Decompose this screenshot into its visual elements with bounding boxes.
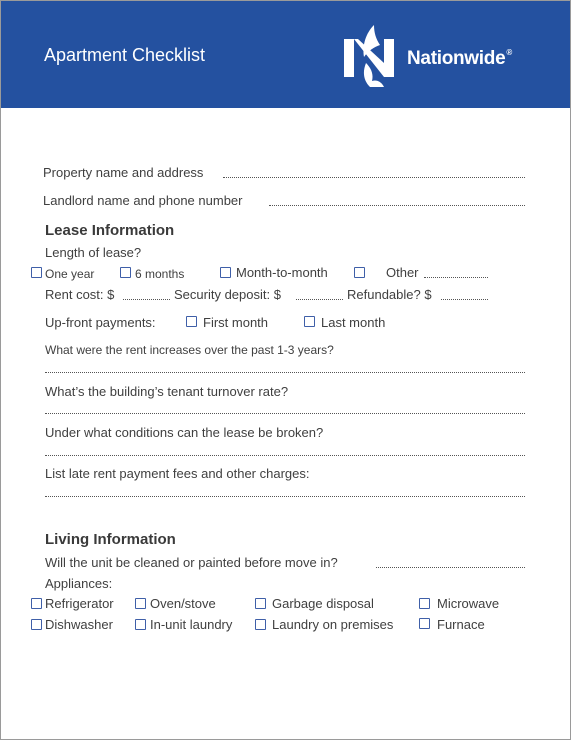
dishwasher-checkbox[interactable] bbox=[31, 619, 42, 630]
refrigerator-label: Refrigerator bbox=[45, 596, 114, 611]
property-address-field[interactable] bbox=[223, 177, 525, 178]
oven-stove-label: Oven/stove bbox=[150, 596, 216, 611]
refrigerator-checkbox[interactable] bbox=[31, 598, 42, 609]
landlord-field[interactable] bbox=[269, 205, 525, 206]
rent-increase-field[interactable] bbox=[45, 372, 525, 373]
lease-heading: Lease Information bbox=[45, 222, 175, 239]
furnace-label: Furnace bbox=[437, 617, 485, 632]
furnace-checkbox[interactable] bbox=[419, 618, 430, 629]
other-field[interactable] bbox=[424, 277, 488, 278]
other-label: Other bbox=[386, 265, 419, 280]
living-heading: Living Information bbox=[45, 531, 176, 548]
rent-increase-question: What were the rent increases over the past 1-3 years? bbox=[45, 343, 334, 357]
page-title: Apartment Checklist bbox=[44, 45, 206, 65]
laundry-on-premises-checkbox[interactable] bbox=[255, 619, 266, 630]
brand-name: Nationwide® bbox=[407, 48, 512, 69]
refundable-label: Refundable? $ bbox=[347, 287, 432, 302]
in-unit-laundry-label: In-unit laundry bbox=[150, 617, 233, 632]
oven-stove-checkbox[interactable] bbox=[135, 598, 146, 609]
rent-cost-label: Rent cost: $ bbox=[45, 287, 115, 302]
first-month-label: First month bbox=[203, 315, 269, 330]
six-months-label: 6 months bbox=[135, 267, 185, 281]
turnover-question: What’s the building’s tenant turnover rate? bbox=[45, 384, 289, 399]
microwave-checkbox[interactable] bbox=[419, 598, 430, 609]
dishwasher-label: Dishwasher bbox=[45, 617, 113, 632]
first-month-checkbox[interactable] bbox=[186, 316, 197, 327]
lease-broken-field[interactable] bbox=[45, 455, 525, 456]
garbage-disposal-checkbox[interactable] bbox=[255, 598, 266, 609]
laundry-on-premises-label: Laundry on premises bbox=[272, 617, 394, 632]
cleaned-field[interactable] bbox=[376, 567, 525, 568]
security-deposit-label: Security deposit: $ bbox=[174, 287, 281, 302]
in-unit-laundry-checkbox[interactable] bbox=[135, 619, 146, 630]
eagle-n-logo-icon bbox=[344, 23, 396, 91]
one-year-checkbox[interactable] bbox=[31, 267, 42, 278]
security-deposit-field[interactable] bbox=[296, 299, 343, 300]
six-months-checkbox[interactable] bbox=[120, 267, 131, 278]
one-year-label: One year bbox=[45, 267, 95, 281]
last-month-checkbox[interactable] bbox=[304, 316, 315, 327]
month-to-month-checkbox[interactable] bbox=[220, 267, 231, 278]
microwave-label: Microwave bbox=[437, 596, 500, 611]
month-to-month-label: Month-to-month bbox=[236, 265, 328, 280]
appliances-label: Appliances: bbox=[45, 576, 113, 591]
property-address-label: Property name and address bbox=[43, 165, 204, 180]
cleaned-question: Will the unit be cleaned or painted before move in? bbox=[45, 555, 338, 570]
refundable-field[interactable] bbox=[441, 299, 488, 300]
turnover-field[interactable] bbox=[45, 413, 525, 414]
late-fees-field[interactable] bbox=[45, 496, 525, 497]
garbage-disposal-label: Garbage disposal bbox=[272, 596, 374, 611]
rent-cost-field[interactable] bbox=[123, 299, 170, 300]
late-fees-question: List late rent payment fees and other charges: bbox=[45, 466, 310, 481]
registered-mark: ® bbox=[506, 48, 512, 57]
last-month-label: Last month bbox=[321, 315, 386, 330]
landlord-label: Landlord name and phone number bbox=[43, 193, 243, 208]
other-checkbox[interactable] bbox=[354, 267, 365, 278]
lease-broken-question: Under what conditions can the lease be broken? bbox=[45, 425, 324, 440]
header-banner bbox=[1, 1, 570, 108]
lease-length-question: Length of lease? bbox=[45, 245, 142, 260]
upfront-label: Up-front payments: bbox=[45, 315, 156, 330]
